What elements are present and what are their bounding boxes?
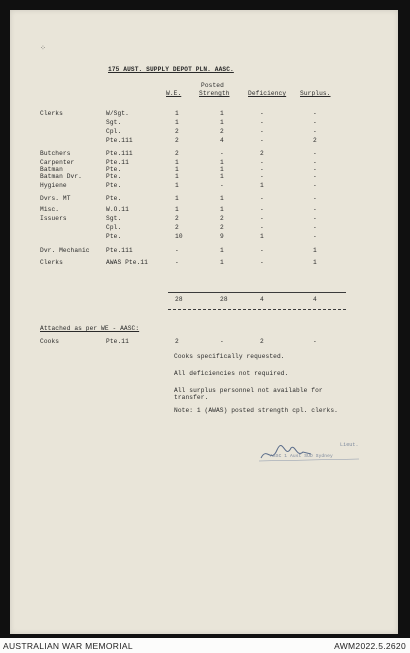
cell-deficiency: 2 [260,150,264,157]
note-1: Cooks specifically requested. [174,353,285,360]
cell-category: Batman Dvr. [40,173,82,180]
cell-we: - [175,247,179,254]
cell-rank: AWAS Pte.11 [106,259,148,266]
cell-we: 2 [175,150,179,157]
cell-surplus: - [313,159,317,166]
total-strength: 28 [220,296,228,303]
cell-rank: Cpl. [106,224,122,231]
column-header-we: W.E. [166,90,182,97]
cell-we: 1 [175,173,179,180]
cell-rank: W.O.11 [106,206,129,213]
cell-surplus: - [313,233,317,240]
cell-strength: 1 [220,159,224,166]
cell-we: 1 [175,166,179,173]
cell-rank: Pte. [106,233,122,240]
note-2: All deficiencies not required. [174,370,289,377]
attached-rank: Pte.11 [106,338,129,345]
cell-strength: 1 [220,206,224,213]
cell-deficiency: - [260,206,264,213]
cell-category: Butchers [40,150,71,157]
cell-strength: 2 [220,224,224,231]
cell-strength: 9 [220,233,224,240]
cell-strength: 1 [220,119,224,126]
cell-we: 2 [175,224,179,231]
attached-deficiency: 2 [260,338,264,345]
cell-deficiency: - [260,119,264,126]
stamp-unit: ASSC 1 Aust SUD Sydney [270,454,333,459]
cell-category: Misc. [40,206,60,213]
cell-category: Dvr. Mechanic [40,247,90,254]
cell-strength: 1 [220,247,224,254]
cell-strength: 1 [220,195,224,202]
cell-surplus: - [313,150,317,157]
cell-surplus: - [313,182,317,189]
cell-surplus: 1 [313,259,317,266]
cell-rank: Pte. [106,195,122,202]
cell-we: 1 [175,195,179,202]
attached-we: 2 [175,338,179,345]
cell-category: Clerks [40,110,63,117]
document-page [10,10,398,634]
document-title: 175 AUST. SUPPLY DEPOT PLN. AASC. [108,66,234,73]
cell-deficiency: - [260,137,264,144]
cell-rank: Pte. [106,166,122,173]
column-header-strength: Strength [199,90,230,97]
cell-deficiency: - [260,215,264,222]
totals-rule-bottom [168,309,346,311]
cell-category: Batman [40,166,63,173]
cell-deficiency: - [260,166,264,173]
cell-rank: Sgt. [106,215,122,222]
cell-we: 1 [175,159,179,166]
cell-we: 1 [175,182,179,189]
cell-surplus: - [313,166,317,173]
footer-catalog-number: AWM2022.5.2620 [334,641,406,651]
cell-deficiency: 1 [260,233,264,240]
total-surplus: 4 [313,296,317,303]
cell-rank: Pte.111 [106,137,133,144]
cell-strength: 1 [220,110,224,117]
cell-surplus: 2 [313,137,317,144]
cell-deficiency: - [260,173,264,180]
cell-strength: 2 [220,215,224,222]
totals-rule-top [168,292,346,293]
cell-rank: Pte.111 [106,150,133,157]
cell-deficiency: - [260,224,264,231]
cell-deficiency: - [260,110,264,117]
footer-institution: AUSTRALIAN WAR MEMORIAL [3,641,133,651]
cell-we: - [175,259,179,266]
cell-strength: - [220,182,224,189]
cell-strength: 1 [220,259,224,266]
column-header-surplus: Surplus. [300,90,331,97]
cell-category: Clerks [40,259,63,266]
cell-rank: Cpl. [106,128,122,135]
total-we: 28 [175,296,183,303]
cell-deficiency: - [260,195,264,202]
cell-surplus: - [313,119,317,126]
margin-mark: ⁘ [40,45,46,53]
cell-rank: Pte. [106,173,122,180]
attached-heading: Attached as per WE - AASC: [40,325,140,332]
cell-we: 1 [175,119,179,126]
cell-rank: Pte. [106,182,122,189]
cell-strength: 1 [220,173,224,180]
cell-we: 1 [175,206,179,213]
cell-category: Issuers [40,215,67,222]
cell-we: 2 [175,215,179,222]
note-5: Note: 1 (AWAS) posted strength cpl. clerks. [174,407,338,414]
cell-surplus: - [313,215,317,222]
cell-strength: 4 [220,137,224,144]
cell-strength: - [220,150,224,157]
column-header-posted: Posted [201,82,224,89]
cell-category: Dvrs. MT [40,195,71,202]
stamp-lieut: Lieut. [340,442,359,448]
total-deficiency: 4 [260,296,264,303]
cell-surplus: - [313,206,317,213]
cell-surplus: - [313,173,317,180]
note-4: transfer. [174,394,209,401]
cell-rank: Sgt. [106,119,122,126]
cell-we: 2 [175,137,179,144]
note-3: All surplus personnel not available for [174,387,323,394]
cell-deficiency: - [260,259,264,266]
cell-surplus: - [313,128,317,135]
cell-category: Carpenter [40,159,75,166]
column-header-deficiency: Deficiency [248,90,287,97]
cell-deficiency: - [260,247,264,254]
attached-surplus: - [313,338,317,345]
cell-deficiency: 1 [260,182,264,189]
cell-we: 1 [175,110,179,117]
cell-surplus: - [313,195,317,202]
cell-strength: 1 [220,166,224,173]
cell-rank: Pte.11 [106,159,129,166]
attached-category: Cooks [40,338,60,345]
attached-strength: - [220,338,224,345]
cell-surplus: - [313,224,317,231]
cell-strength: 2 [220,128,224,135]
cell-deficiency: - [260,128,264,135]
cell-deficiency: - [260,159,264,166]
cell-category: Hygiene [40,182,67,189]
cell-surplus: - [313,110,317,117]
cell-we: 10 [175,233,183,240]
cell-rank: Pte.111 [106,247,133,254]
cell-we: 2 [175,128,179,135]
cell-surplus: 1 [313,247,317,254]
cell-rank: W/Sgt. [106,110,129,117]
